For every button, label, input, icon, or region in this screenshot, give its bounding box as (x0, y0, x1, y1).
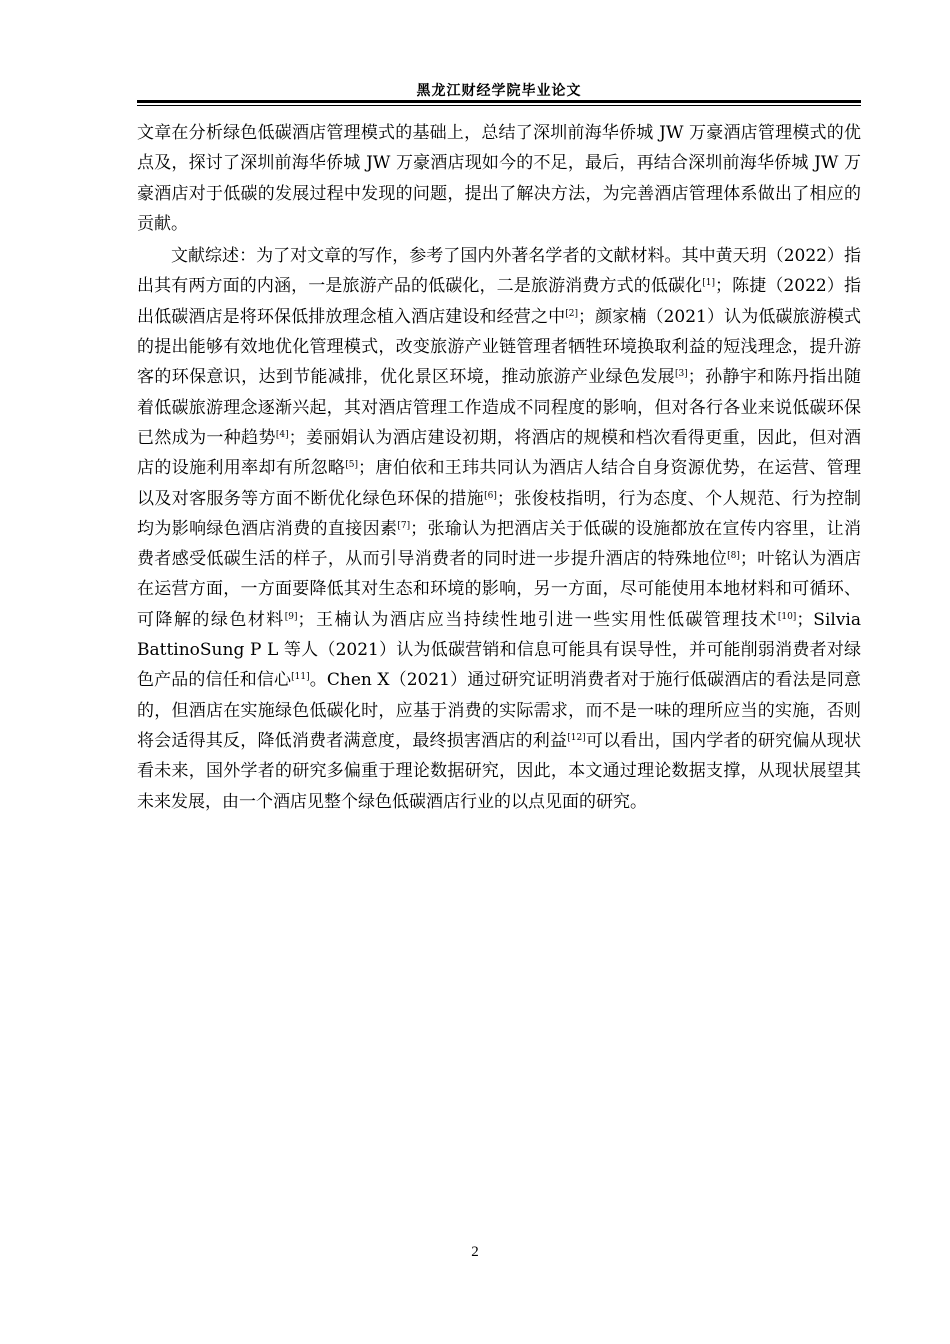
citation-ref-4: [4] (275, 429, 289, 440)
running-header-title: 黑龙江财经学院毕业论文 (416, 83, 582, 99)
citation-ref-5: [5] (345, 460, 359, 471)
text-run: ；张俊枝指明，行为态度、个人规范、行为控制均为影响绿色酒店消费的直接因素 (137, 488, 861, 539)
text-run: ；王楠认为酒店应当持续性地引进一些实用性低碳管理技术 (297, 609, 778, 630)
citation-ref-9: [9] (284, 611, 298, 622)
citation-ref-7: [7] (397, 520, 411, 531)
paragraph-intro-continuation: 文章在分析绿色低碳酒店管理模式的基础上，总结了深圳前海华侨城 JW 万豪酒店管理模式的优点及，探讨了深圳前海华侨城 JW 万豪酒店现如今的不足，最后，再结合深圳前海华侨城 JW 万豪酒店对于低碳的发展过程中发现的问题，提出了解决方法，为完善酒店管理体系做出了相应的贡献。 (137, 123, 861, 234)
header-rule-thin (137, 105, 861, 106)
citation-ref-8: [8] (727, 551, 740, 562)
text-run: ；孙静宇和陈丹指出随着低碳旅游理念逐渐兴起，其对酒店管理工作造成不同程度的影响，但对各行各业来说低碳环保已然成为一种趋势 (137, 367, 862, 448)
body-text (137, 118, 861, 817)
text-run: 。Chen X（2021）通过研究证明消费者对于施行低碳酒店的看法是同意的，但酒店在实施绿色低碳化时，应基于消费的实际需求，而不是一味的理所应当的实施，否则将会适得其反，降低消费者满意度，最终损害酒店的利益 (137, 670, 862, 751)
text-run: ；叶铭认为酒店在运营方面，一方面要降低其对生态和环境的影响，另一方面，尽可能使用本地材料和可循环、可降解的绿色材料 (137, 549, 862, 630)
page-number: 2 (471, 1244, 479, 1260)
citation-ref-10: [10] (777, 611, 797, 622)
text-run: 文献综述：为了对文章的写作，参考了国内外著名学者的文献材料。其中黄天玥（2022）指出其有两方面的内涵，一是旅游产品的低碳化，二是旅游消费方式的低碳化 (137, 246, 861, 297)
text-run: ；颜家楠（2021）认为低碳旅游模式的提出能够有效地优化管理模式，改变旅游产业链管理者牺牲环境换取利益的短浅理念，提升游客的环保意识，达到节能减排，优化景区环境，推动旅游产业绿色发展 (137, 306, 862, 388)
header-rule-thick (137, 100, 861, 103)
citation-ref-3: [3] (675, 369, 688, 380)
citation-ref-2: [2] (565, 308, 578, 319)
citation-ref-11: [11] (291, 672, 310, 683)
paragraph-literature-review (137, 241, 861, 817)
citation-ref-6: [6] (484, 490, 497, 501)
text-run: ；唐伯依和王玮共同认为酒店人结合自身资源优势，在运营、管理以及对客服务等方面不断优化绿色环保的措施 (137, 458, 862, 509)
text-run: ；张瑜认为把酒店关于低碳的设施都放在宣传内容里，让消费者感受低碳生活的样子，从而引导消费者的同时进一步提升酒店的特殊地位 (137, 518, 861, 570)
text-run: ；Silvia BattinoSung P L 等人（2021）认为低碳营销和信息可能具有误导性，并可能削弱消费者对绿色产品的信任和信心 (137, 609, 862, 691)
citation-ref-12: [12] (567, 732, 586, 743)
citation-ref-1: [1] (702, 278, 715, 289)
text-run: 可以看出，国内学者的研究偏从现状看未来，国外学者的研究多偏重于理论数据研究，因此，本文通过理论数据支撑，从现状展望其未来发展，由一个酒店见整个绿色低碳酒店行业的以点见面的研究。 (137, 730, 862, 812)
text-run: ；姜丽娟认为酒店建设初期，将酒店的规模和档次看得更重，因此，但对酒店的设施利用率却有所忽略 (137, 427, 862, 479)
text-run: ；陈捷（2022）指出低碳酒店是将环保低排放理念植入酒店建设和经营之中 (137, 276, 861, 327)
